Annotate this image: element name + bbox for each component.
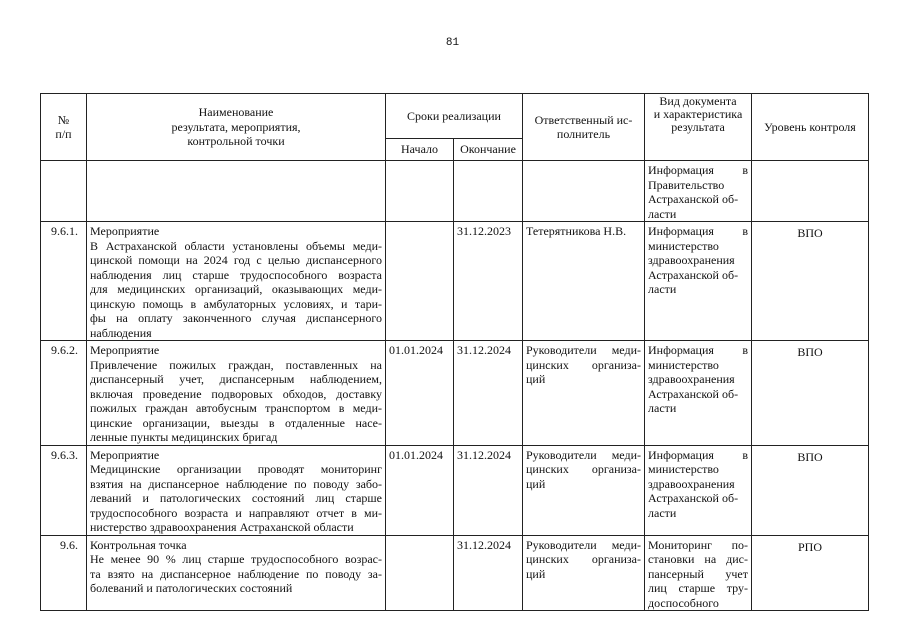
row-number: 9.6.1. [41,222,87,341]
activity-title: Мероприятие [90,343,160,357]
row-number: 9.6.2. [41,341,87,446]
document-type [645,535,752,611]
end-date [454,161,523,222]
text-line: здравоохранения [648,476,735,491]
text-line: ласти [648,206,677,221]
text-line: трудоспособного возраста и направляют отчет в ми- [90,505,382,520]
table-row [41,341,869,446]
text-line: наблюдения лиц старше трудоспособного возраста [90,267,382,282]
text-line: Информация в [648,224,748,238]
control-level [752,161,869,222]
text-line: нистерство здравоохранения Астраханской области [90,520,354,534]
text-line: Привлечение пожилых граждан, поставленных на [90,357,382,372]
control-level: ВПО [752,341,869,446]
control-level: РПО [752,535,869,611]
start-date [386,535,454,611]
responsible-executor [523,222,645,341]
text-line: Информация в [648,447,748,462]
text-line: ласти [648,401,677,415]
text-line: Руководители меди- [526,447,641,462]
text-line: становки на дис- [648,552,748,566]
text-line: Информация в [648,343,748,357]
header-control: Уровень контроля [752,94,869,161]
responsible-executor [523,535,645,611]
activity-description [87,161,386,222]
end-date: 31.12.2024 [454,535,523,611]
text-line: В Астраханской области установлены объемы меди- [90,238,382,253]
text-line: болеваний и патологических состояний [90,581,293,595]
text-line: министерство [648,462,719,476]
table-row [41,535,869,611]
text-line: диспансерный учет, диспансерным наблюдением, [90,372,382,386]
start-date: 01.01.2024 [386,445,454,535]
text-line: министерство [648,238,719,253]
text-line: Руководители меди- [526,343,641,357]
text-line: Информация в [648,163,748,177]
text-line: ласти [648,505,677,520]
responsible-executor [523,445,645,535]
text-line: цинские организации, выезды в отдаленные насе- [90,415,382,430]
text-line: Тетерятникова Н.В. [526,224,627,238]
start-date [386,222,454,341]
implementation-plan-table [40,93,869,611]
header-start: Начало [386,139,454,161]
text-line: пансерный учет [648,566,748,581]
text-line: ций [526,566,546,581]
text-line: лиц старше тру- [648,581,748,595]
text-line: здравоохранения [648,253,735,267]
table-row [41,222,869,341]
activity-description [87,535,386,611]
start-date: 01.01.2024 [386,341,454,446]
control-level: ВПО [752,445,869,535]
text-line: для медицинских организаций, оказывающих меди- [90,282,382,296]
document-type [645,161,752,222]
text-line: та взято на диспансерное наблюдение по поводу за- [90,566,382,581]
text-line: Руководители меди- [526,537,641,552]
text-line: цинской помощи на 2024 год с целью диспансерного [90,253,382,267]
text-line: доспособного [648,595,719,610]
responsible-executor [523,161,645,222]
responsible-executor [523,341,645,446]
text-line: пожилых граждан автобусным транспортом в меди- [90,401,382,415]
row-number [41,161,87,222]
text-line: министерство [648,357,719,372]
document-type [645,341,752,446]
header-number: № п/п [41,94,87,161]
header-document: Вид документа и характеристика результата [645,94,752,161]
text-line: цинских организа- [526,552,641,566]
header-end: Окончание [454,139,523,161]
text-line: взятия на диспансерное наблюдение по поводу забо- [90,476,382,491]
activity-description [87,445,386,535]
text-line: Мониторинг по- [648,537,748,552]
control-level: ВПО [752,222,869,341]
text-line: Правительство [648,177,725,192]
end-date: 31.12.2024 [454,341,523,446]
document-type [645,445,752,535]
text-line: включая проведение подворовых обходов, доставку [90,386,382,401]
text-line: Астраханской об- [648,491,739,505]
start-date [386,161,454,222]
text-line: ленные пункты медицинских бригад [90,430,278,444]
text-line: цинских организа- [526,357,641,372]
activity-title: Мероприятие [90,224,160,238]
text-line: фы на оплату законченного случая диспансерного [90,311,382,325]
activity-description [87,222,386,341]
header-responsible: Ответственный ис- полнитель [523,94,645,161]
text-line: ласти [648,282,677,296]
text-line: леваний и патологических состояний лиц старше [90,491,382,505]
text-line: здравоохранения [648,372,735,386]
header-name: Наименование результата, мероприятия, контрольной точки [87,94,386,161]
page-number: 81 [445,37,460,49]
text-line: Астраханской об- [648,267,739,282]
end-date: 31.12.2024 [454,445,523,535]
text-line: ций [526,476,546,491]
activity-description [87,341,386,446]
table-row [41,445,869,535]
row-number: 9.6.3. [41,445,87,535]
end-date: 31.12.2023 [454,222,523,341]
activity-title: Контрольная точка [90,537,187,552]
text-line: цинских организа- [526,462,641,476]
text-line: Астраханской об- [648,386,739,401]
row-number: 9.6. [41,535,87,611]
text-line: Не менее 90 % лиц старше трудоспособного возрас- [90,552,382,566]
text-line: Астраханской об- [648,192,739,206]
table-row [41,161,869,222]
text-line: наблюдения [90,325,152,340]
header-dates: Сроки реализации [386,94,523,139]
text-line: ций [526,372,546,386]
text-line: Медицинские организации проводят мониторинг [90,462,382,476]
text-line: цинскую помощь в амбулаторных условиях, и тари- [90,296,382,311]
activity-title: Мероприятие [90,447,160,462]
document-type [645,222,752,341]
